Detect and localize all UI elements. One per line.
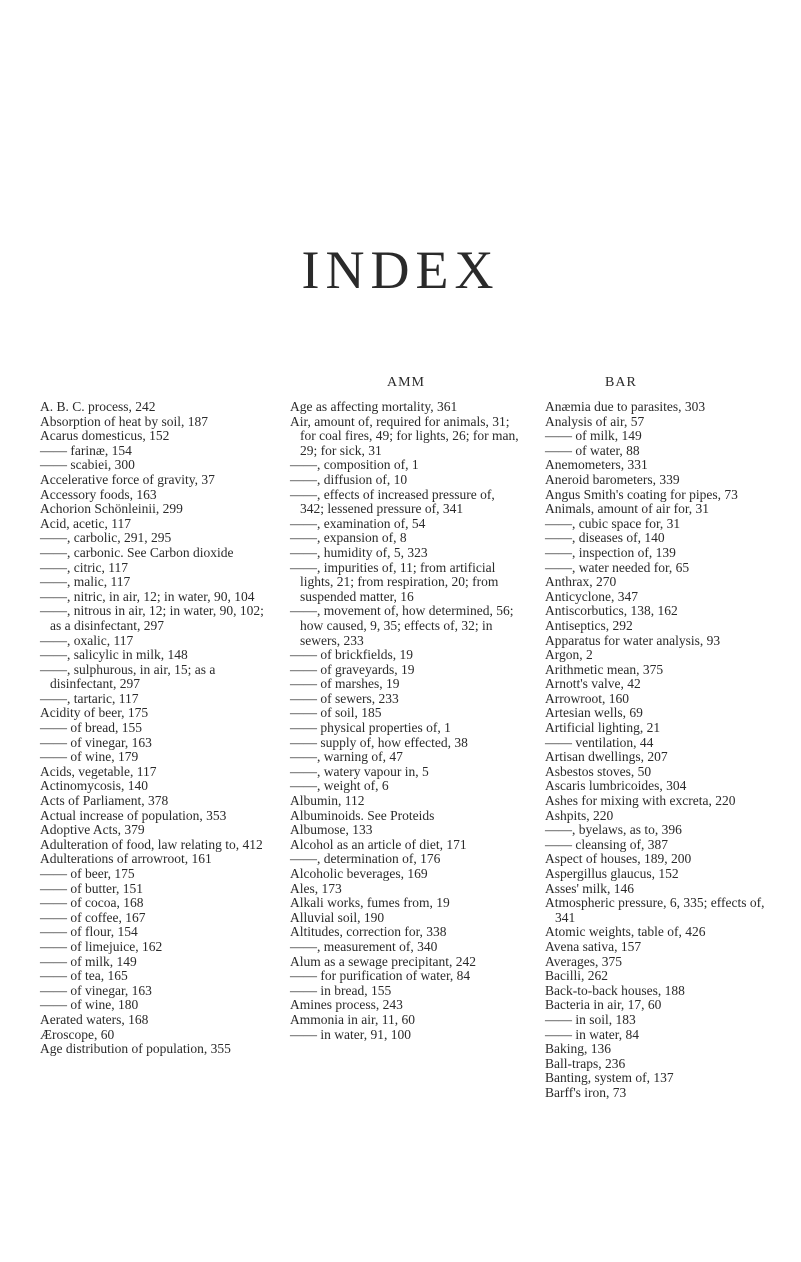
index-entry: —— of limejuice, 162 [40, 938, 163, 954]
index-entry: Asbestos stoves, 50 [545, 763, 652, 779]
index-entry: ——, citric, 117 [40, 559, 128, 575]
index-entry: Amines process, 243 [290, 997, 403, 1013]
index-entry: —— in water, 84 [545, 1026, 639, 1042]
index-entry: Achorion Schönleinii, 299 [40, 501, 183, 517]
index-entry: Artesian wells, 69 [545, 705, 643, 721]
index-entry: ——, diffusion of, 10 [290, 471, 408, 487]
index-entry: ——, examination of, 54 [290, 515, 426, 531]
index-entry: —— of cocoa, 168 [40, 895, 144, 911]
index-entry: ——, carbolic, 291, 295 [40, 530, 172, 546]
index-entry: ——, weight of, 6 [290, 778, 389, 794]
index-entry: Arithmetic mean, 375 [545, 661, 664, 677]
index-entry: —— supply of, how effected, 38 [290, 734, 468, 750]
index-entry: —— of beer, 175 [40, 866, 135, 881]
index-entry: —— in soil, 183 [545, 1011, 636, 1027]
index-entry: ——, warning of, 47 [290, 749, 403, 765]
index-entry: Alcoholic beverages, 169 [290, 866, 428, 881]
index-entry: —— of marshes, 19 [290, 676, 400, 692]
index-entry: —— of tea, 165 [40, 968, 128, 984]
index-entry: —— of wine, 179 [40, 749, 139, 765]
index-entry: —— of bread, 155 [40, 720, 142, 736]
index-entry: Æroscope, 60 [40, 1026, 115, 1042]
index-entry: Adulterations of arrowroot, 161 [40, 851, 212, 867]
index-entry: Albuminoids. See Proteids [290, 807, 435, 823]
index-entry: Anemometers, 331 [545, 457, 648, 473]
index-entry: —— of soil, 185 [290, 705, 382, 721]
index-entry: Alluvial soil, 190 [290, 909, 385, 925]
index-entry: ——, watery vapour in, 5 [290, 763, 429, 779]
index-entry: —— ventilation, 44 [545, 734, 654, 750]
index-entry: —— in water, 91, 100 [290, 1026, 411, 1042]
index-entry: —— for purification of water, 84 [290, 968, 471, 984]
index-entry: Animals, amount of air for, 31 [545, 501, 710, 517]
index-entry: ——, movement of, how determined, 56; how caused, 9, 35; effects of, 32; in sewers, 233 [290, 603, 514, 648]
index-entry: —— of sewers, 233 [290, 690, 399, 706]
index-entry: ——, determination of, 176 [290, 851, 441, 867]
index-entry: Age distribution of population, 355 [40, 1041, 231, 1057]
index-entry: A. B. C. process, 242 [40, 399, 156, 414]
index-column-3 [545, 400, 775, 1101]
index-entry: Banting, system of, 137 [545, 1070, 674, 1086]
index-entry: —— farinæ, 154 [40, 442, 132, 458]
index-entry: —— physical properties of, 1 [290, 720, 451, 736]
index-entry: Asses' milk, 146 [545, 880, 635, 896]
index-entry: Ammonia in air, 11, 60 [290, 1011, 415, 1027]
index-entry: Ashpits, 220 [545, 807, 614, 823]
index-entry: Altitudes, correction for, 338 [290, 924, 447, 940]
index-column-2 [290, 400, 520, 1042]
index-entry: —— of milk, 149 [545, 428, 642, 444]
running-head-amm: AMM [387, 375, 426, 390]
index-entry: Ascaris lumbricoides, 304 [545, 778, 687, 794]
index-entry: Anthrax, 270 [545, 574, 617, 590]
index-entry: —— of coffee, 167 [40, 909, 146, 925]
index-entry: —— of water, 88 [545, 442, 640, 458]
index-entry: ——, impurities of, 11; from artificial lights, 21; from respiration, 20; from suspended matter, 16 [290, 559, 499, 604]
index-entry: Albumin, 112 [290, 793, 365, 809]
index-entry: Acts of Parliament, 378 [40, 793, 169, 809]
index-entry: —— of vinegar, 163 [40, 982, 152, 998]
index-entry: —— of vinegar, 163 [40, 734, 152, 750]
index-entry: Accessory foods, 163 [40, 486, 157, 502]
index-entry: Apparatus for water analysis, 93 [545, 632, 721, 648]
index-entry: —— of milk, 149 [40, 953, 137, 969]
index-entry: Atmospheric pressure, 6, 335; effects of, 341 [545, 895, 765, 925]
index-entry: Albumose, 133 [290, 822, 373, 838]
page-title: INDEX [301, 240, 500, 300]
index-entry: —— of butter, 151 [40, 880, 143, 896]
index-entry: Antiscorbutics, 138, 162 [545, 603, 678, 619]
index-entry: ——, cubic space for, 31 [545, 515, 681, 531]
index-entry: Accelerative force of gravity, 37 [40, 471, 215, 487]
index-entry: ——, composition of, 1 [290, 457, 419, 473]
index-entry: Analysis of air, 57 [545, 413, 645, 429]
index-entry: Anæmia due to parasites, 303 [545, 399, 706, 414]
index-entry: Adulteration of food, law relating to, 412 [40, 836, 263, 852]
index-entry: —— in bread, 155 [290, 982, 392, 998]
index-entry: Back-to-back houses, 188 [545, 982, 685, 998]
index-entry: —— cleansing of, 387 [545, 836, 668, 852]
index-entry: Baking, 136 [545, 1041, 611, 1057]
index-entry: Ashes for mixing with excreta, 220 [545, 793, 736, 809]
index-entry: Acids, vegetable, 117 [40, 763, 157, 779]
index-entry: Aspect of houses, 189, 200 [545, 851, 692, 867]
index-entry: Alkali works, fumes from, 19 [290, 895, 450, 911]
index-entry: Actinomycosis, 140 [40, 778, 148, 794]
index-entry: ——, malic, 117 [40, 574, 131, 590]
index-entry: Atomic weights, table of, 426 [545, 924, 706, 940]
index-entry: —— of brickfields, 19 [290, 647, 413, 663]
index-entry: Averages, 375 [545, 953, 622, 969]
index-entry: Barff's iron, 73 [545, 1084, 627, 1100]
index-entry: ——, inspection of, 139 [545, 544, 676, 560]
index-entry: Acidity of beer, 175 [40, 705, 149, 721]
index-entry: Angus Smith's coating for pipes, 73 [545, 486, 738, 502]
index-entry: Air, amount of, required for animals, 31; for coal fires, 49; for lights, 26; for man, 29; for sick, 31 [290, 413, 519, 458]
index-entry: Acarus domesticus, 152 [40, 428, 170, 444]
index-entry: ——, byelaws, as to, 396 [545, 822, 682, 838]
index-entry: Ales, 173 [290, 880, 342, 896]
index-entry: ——, nitric, in air, 12; in water, 90, 104 [40, 588, 255, 604]
index-entry: Arrowroot, 160 [545, 690, 629, 706]
index-entry: ——, sulphurous, in air, 15; as a disinfectant, 297 [40, 661, 216, 692]
index-entry: Ball-traps, 236 [545, 1055, 626, 1071]
index-entry: Artisan dwellings, 207 [545, 749, 668, 765]
index-entry: ——, nitrous in air, 12; in water, 90, 102; as a disinfectant, 297 [40, 603, 264, 633]
index-entry: ——, measurement of, 340 [290, 938, 438, 954]
index-entry: —— of wine, 180 [40, 997, 139, 1013]
index-entry: Actual increase of population, 353 [40, 807, 227, 823]
index-entry: Alcohol as an article of diet, 171 [290, 836, 467, 852]
index-entry: Bacteria in air, 17, 60 [545, 997, 662, 1013]
index-entry: Aerated waters, 168 [40, 1011, 149, 1027]
index-entry: —— scabiei, 300 [40, 457, 135, 473]
index-entry: ——, carbonic. See Carbon dioxide [40, 544, 234, 560]
index-entry: Artificial lighting, 21 [545, 720, 661, 736]
index-entry: ——, humidity of, 5, 323 [290, 544, 428, 560]
index-entry: Aneroid barometers, 339 [545, 471, 680, 487]
index-column-1 [40, 400, 270, 1057]
index-entry: Anticyclone, 347 [545, 588, 638, 604]
index-entry: Arnott's valve, 42 [545, 676, 641, 692]
index-entry: ——, diseases of, 140 [545, 530, 665, 546]
index-entry: Bacilli, 262 [545, 968, 608, 984]
index-entry: Adoptive Acts, 379 [40, 822, 145, 838]
index-entry: ——, tartaric, 117 [40, 690, 139, 706]
index-entry: ——, salicylic in milk, 148 [40, 647, 188, 663]
index-entry: Age as affecting mortality, 361 [290, 399, 458, 414]
index-entry: —— of flour, 154 [40, 924, 138, 940]
index-entry: Argon, 2 [545, 647, 593, 663]
index-entry: —— of graveyards, 19 [290, 661, 415, 677]
index-entry: ——, effects of increased pressure of, 342; lessened pressure of, 341 [290, 486, 495, 517]
index-entry: Acid, acetic, 117 [40, 515, 131, 531]
index-entry: ——, water needed for, 65 [545, 559, 690, 575]
running-head-bar: BAR [605, 375, 637, 390]
index-entry: ——, oxalic, 117 [40, 632, 134, 648]
index-entry: Avena sativa, 157 [545, 938, 642, 954]
index-entry: Absorption of heat by soil, 187 [40, 413, 208, 429]
index-entry: Antiseptics, 292 [545, 617, 633, 633]
index-entry: Alum as a sewage precipitant, 242 [290, 953, 476, 969]
index-entry: Aspergillus glaucus, 152 [545, 866, 679, 881]
index-entry: ——, expansion of, 8 [290, 530, 407, 546]
